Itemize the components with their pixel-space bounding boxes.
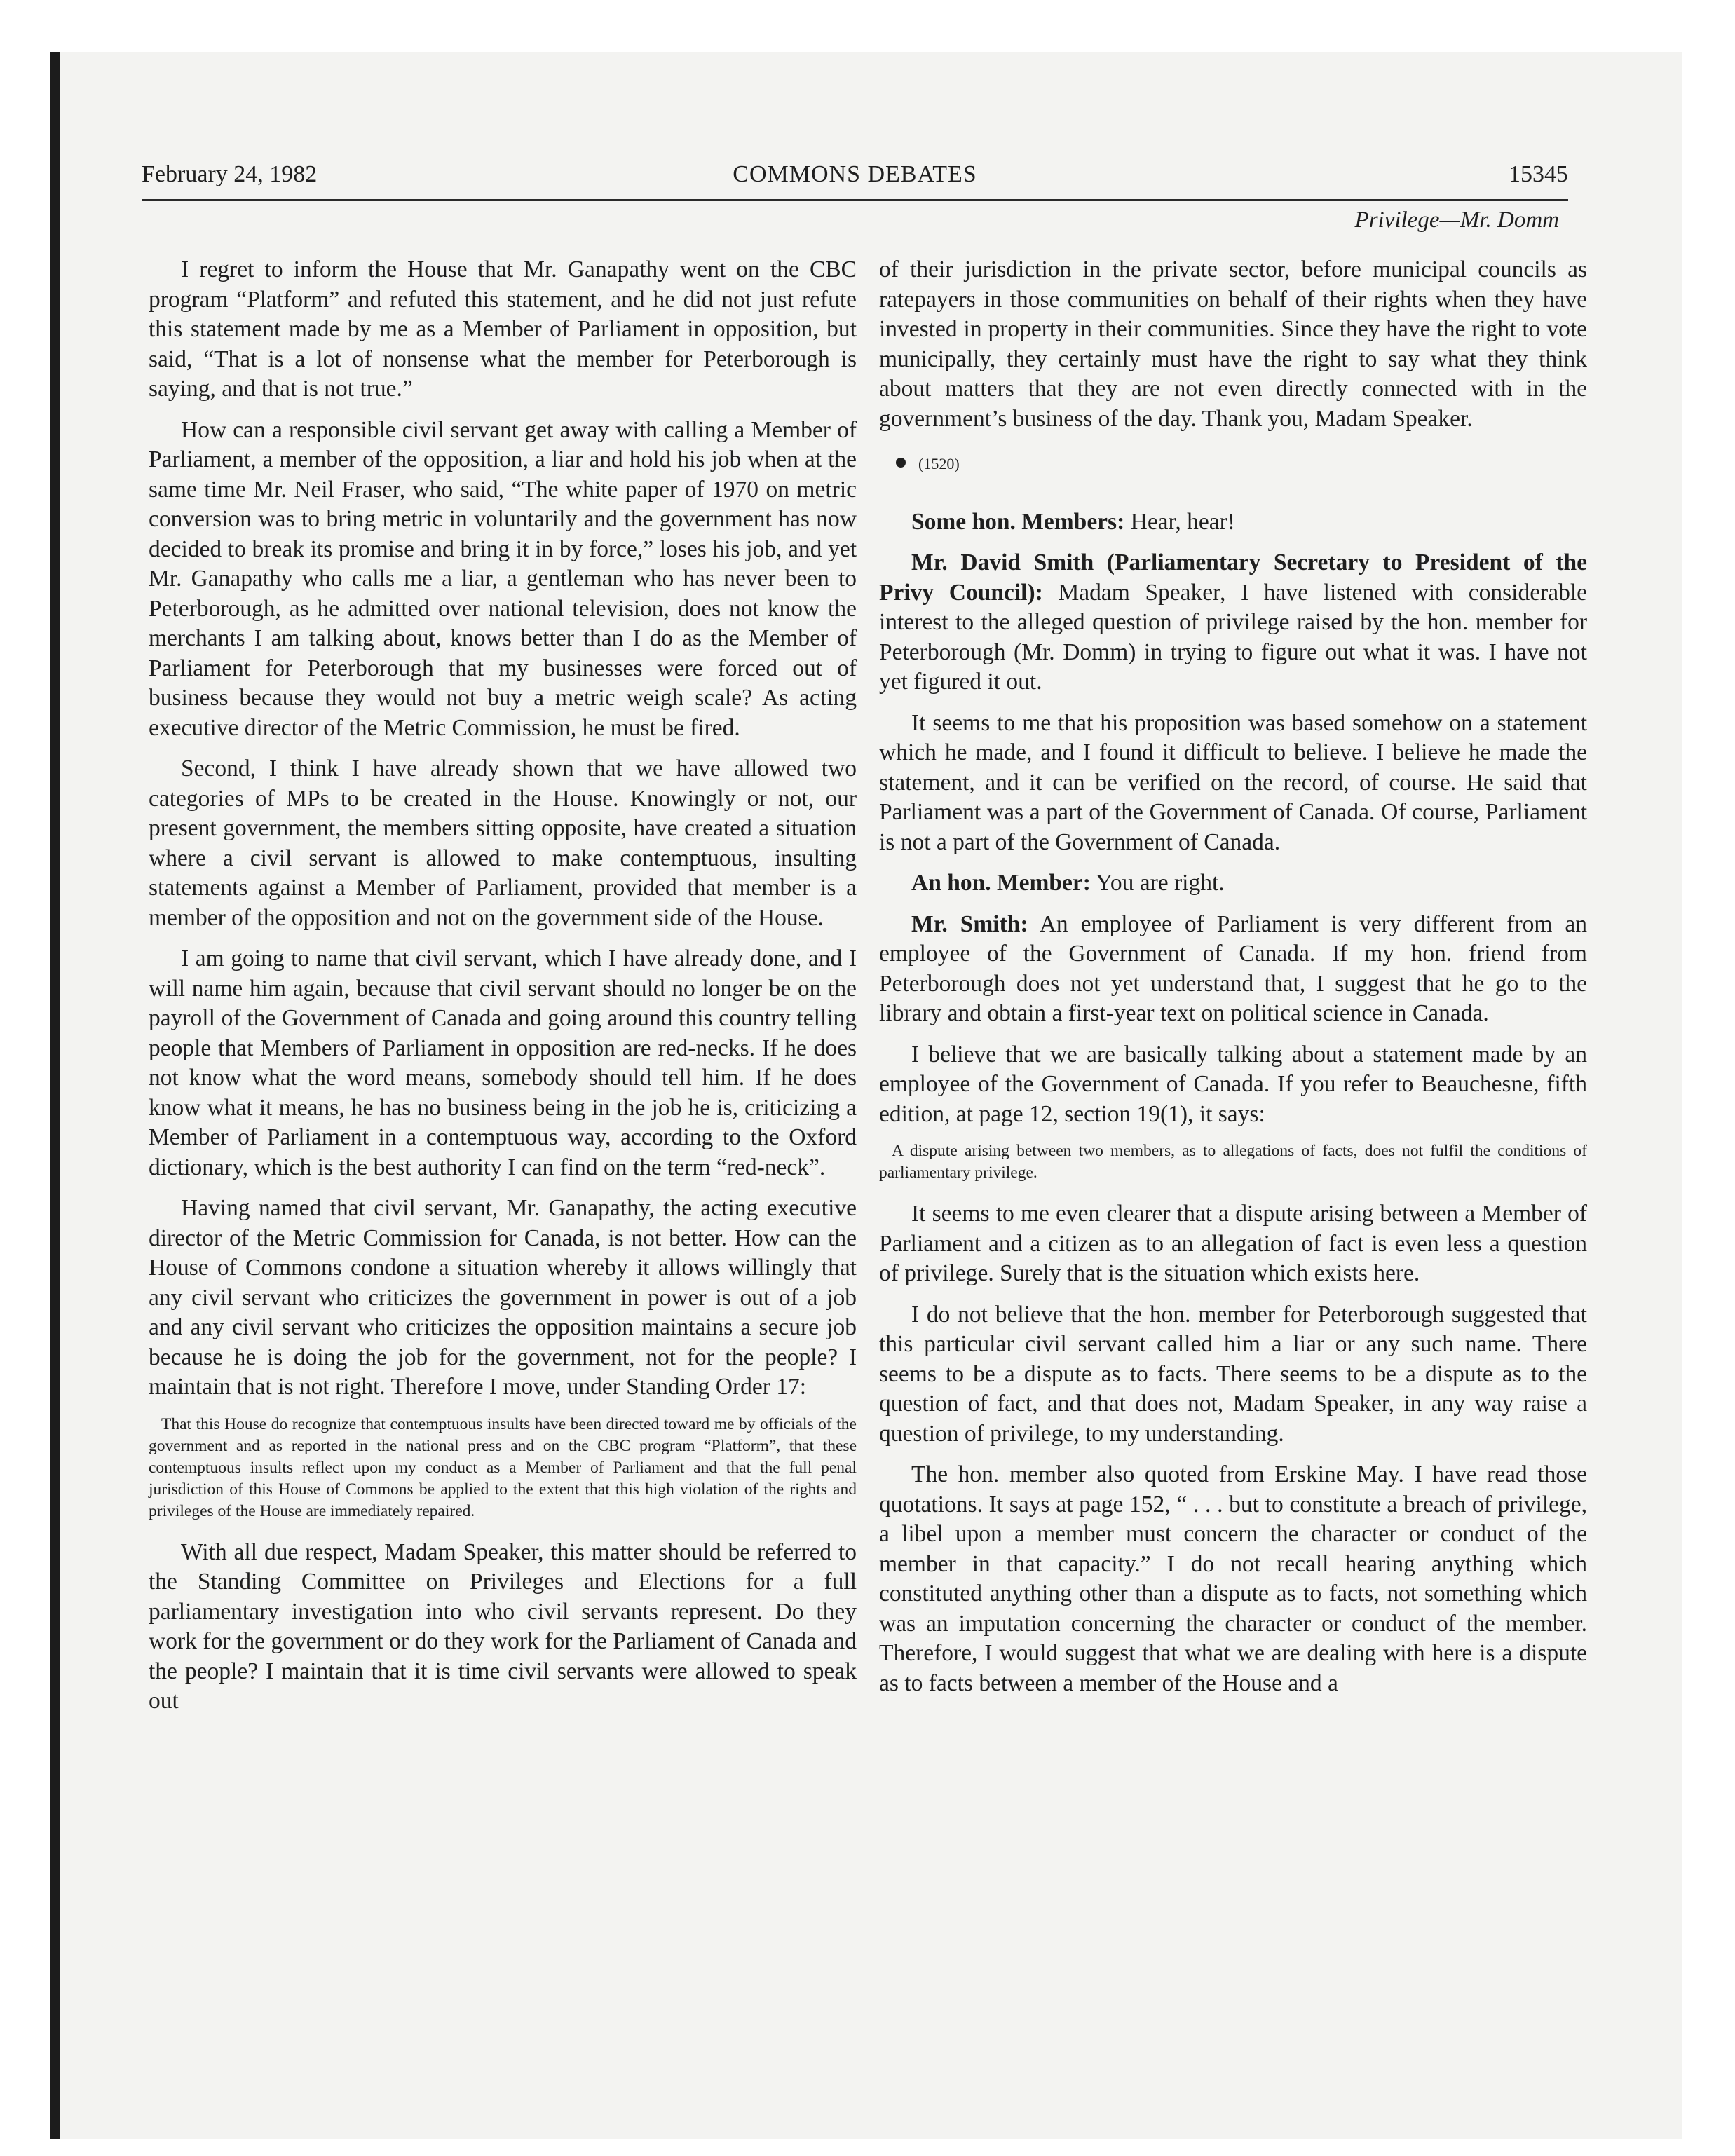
speech [879, 507, 1587, 538]
paragraph: Second, I think I have already shown that we have allowed two categories of MPs to be created in the House. Knowingly or not, our present government, the members sitting opposite, have created a situation where a civil servant is allowed to make contemptuous, insulting statements against a Member of Parliament, provided that member is a member of the opposition and not on the government side of the House. [149, 756, 857, 931]
header-date: February 24, 1982 [142, 161, 318, 187]
paragraph: How can a responsible civil servant get away with calling a Member of Parliament, a member of the opposition, a liar and hold his job when at the same time Mr. Neil Fraser, who said, “The white paper of 1970 on metric conversion was to bring metric in voluntarily and the government has now decided to break its promise and bring it in by force,” loses his job, and yet Mr. Ganapathy who calls me a liar, a gentleman who has never been to Peterborough, as he admitted over national television, does not know the merchants I am talking about, knows better than I do as the Member of Parliament for Peterborough that my businesses were forced out of business because they would not buy a metric weigh scale? As acting executive director of the Metric Commission, he must be fired. [149, 416, 857, 741]
header-title: COMMONS DEBATES [733, 161, 977, 187]
paragraph: I do not believe that the hon. member for Peterborough suggested that this particular civil servant called him a liar or any such name. There seems to be a dispute as to facts. There seems to be a dispute as to the question of fact, and that does not, Madam Speaker, in any way raise a question of privilege, to my understanding. [879, 1301, 1587, 1447]
running-head: Privilege—Mr. Domm [1354, 207, 1559, 233]
left-column [149, 255, 857, 1728]
time-stamp-text: (1520) [918, 455, 960, 472]
beauchesne-quote: A dispute arising between two members, as to allegations of facts, does not fulfil the conditions of parliamentary privilege. [879, 1142, 1587, 1182]
speaker-name: Some hon. Members: [911, 508, 1125, 535]
paragraph: of their jurisdiction in the private sector, before municipal councils as ratepayers in those communities on behalf of their rights when they have invested in property in their communities. Since they have the right to vote municipally, they certainly must have the right to say what they think about matters that they are not even directly connected with in the government’s business of the day. Thank you, Madam Speaker. [879, 257, 1587, 432]
paragraph: I believe that we are basically talking about a statement made by an employee of the Government of Canada. If you refer to Beauchesne, fifth edition, at page 12, section 19(1), it says: [879, 1041, 1587, 1127]
paragraph: I am going to name that civil servant, which I have already done, and I will name him again, because that civil servant should no longer be on the payroll of the Government of Canada and going around this country telling people that Members of Parliament in opposition are red-necks. If he does not know what the word means, somebody should tell him. If he does know what it means, he has no business being in the job he is, criticizing a Member of Parliament in a contemptuous way, according to the Oxford dictionary, which is the best authority I can find on the term “red-neck”. [149, 946, 857, 1180]
bullet-icon [896, 458, 906, 468]
speech-text: You are right. [1096, 870, 1225, 896]
speaker-name: An hon. Member: [911, 870, 1091, 896]
header-page-number: 15345 [1509, 161, 1568, 187]
speech [879, 868, 1587, 899]
paragraph: It seems to me even clearer that a dispute arising between a Member of Parliament and a citizen as to an allegation of fact is even less a question of privilege. Surely that is the situation which exists here. [879, 1201, 1587, 1286]
paragraph: It seems to me that his proposition was based somehow on a statement which he made, and I found it difficult to believe. I believe he made the statement, and it can be verified on the record, of course. He said that Parliament was a part of the Government of Canada. Of course, Parliament is not a part of the Government of Canada. [879, 709, 1587, 855]
speaker-name: Mr. Smith: [911, 910, 1028, 937]
speech-text: An employee of Parliament is very different from an employee of the Government of Canada. If my hon. friend from Peterborough does not yet understand that, I suggest that he go to the library and obtain a first-year text on political science in Canada. [879, 910, 1588, 1026]
speech-text: Hear, hear! [1130, 508, 1235, 535]
paragraph: Having named that civil servant, Mr. Ganapathy, the acting executive director of the Metric Commission for Canada, is not better. How can the House of Commons condone a situation whereby it allows willingly that any civil servant who criticizes the government in power is out of a job and any civil servant who criticizes the opposition maintains a secure job because he is doing the job for the government, not for the people? I maintain that is not right. Therefore I move, under Standing Order 17: [149, 1195, 857, 1400]
speech-text: Madam Speaker, I have listened with considerable interest to the alleged question of privilege raised by the hon. member for Peterborough (Mr. Domm) in trying to figure out what it was. I have not yet figured it out. [879, 579, 1588, 695]
paragraph: The hon. member also quoted from Erskine May. I have read those quotations. It says at page 152, “ . . . but to constitute a breach of privilege, a libel upon a member must concern the character or conduct of the member in that capacity.” I do not recall hearing anything which constituted anything other than a dispute as to facts, not something which was an imputation concerning the character or conduct of the member. Therefore, I would suggest that what we are dealing with here is a dispute as to facts between a member of the House and a [879, 1461, 1587, 1696]
page-header [142, 157, 1568, 201]
time-stamp [879, 449, 1587, 479]
paragraph: I regret to inform the House that Mr. Ganapathy went on the CBC program “Platform” and refuted this statement, and he did not just refute this statement made by me as a Member of Parliament in opposition, but said, “That is a lot of nonsense what the member for Peterborough is saying, and that is not true.” [149, 257, 857, 402]
paragraph: With all due respect, Madam Speaker, this matter should be referred to the Standing Committee on Privileges and Elections for a full parliamentary investigation into who civil servants represent. Do they work for the government or do they work for the Parliament of Canada and the people? I maintain that it is time civil servants were allowed to speak out [149, 1538, 857, 1714]
motion-quote: That this House do recognize that contemptuous insults have been directed toward me by officials of the government and as reported in the national press and on the CBC program “Platform”, that these contemptuous insults reflect upon my conduct as a Member of Parliament and that the full penal jurisdiction of this House of Commons be applied to the extent that this high violation of the rights and privileges of the House are immediately repaired. [149, 1414, 857, 1520]
speech [879, 910, 1587, 1029]
right-column [879, 255, 1587, 1710]
speech [879, 548, 1587, 697]
speaker-name: Mr. David Smith (Parliamentary Secretary to President of the Privy Council): [879, 550, 1587, 606]
scan-edge-shadow [50, 52, 60, 2139]
